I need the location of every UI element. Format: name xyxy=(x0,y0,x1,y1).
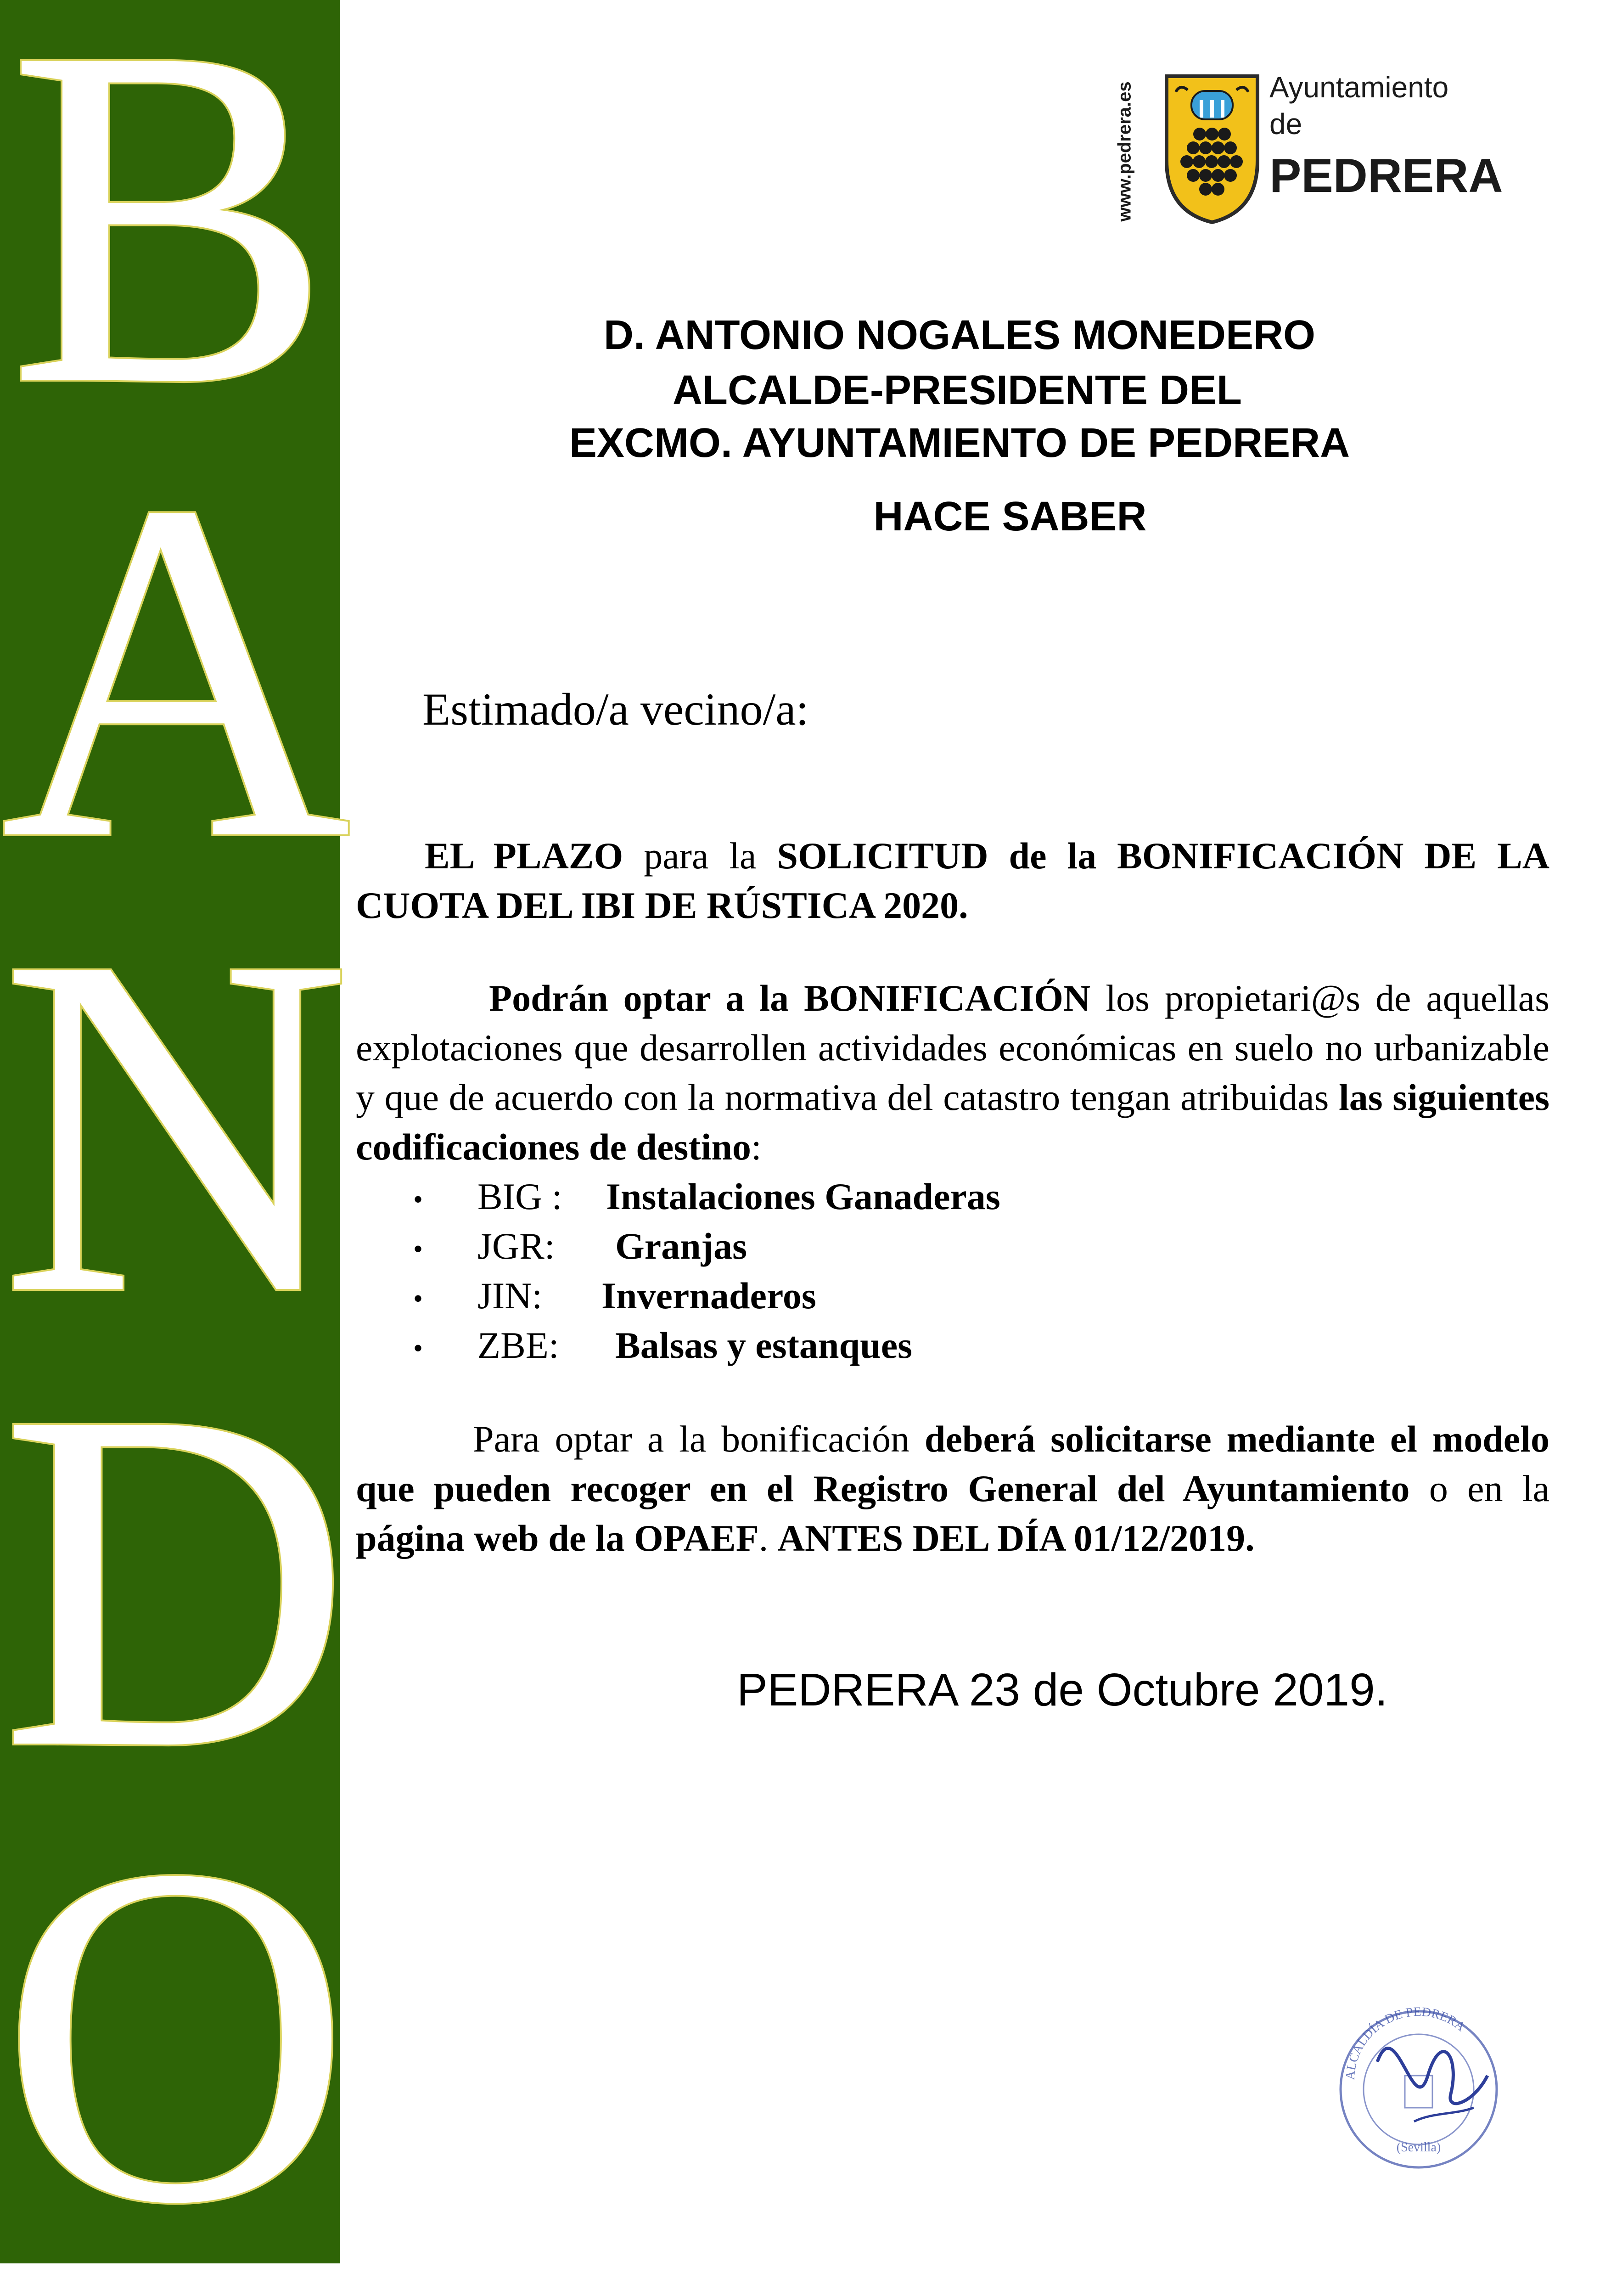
logo-line-1: Ayuntamiento xyxy=(1269,71,1449,104)
list-item-code: JGR: xyxy=(477,1225,555,1267)
p2-bold-2: las siguientes codificaciones de destino xyxy=(356,1076,1549,1168)
p2-bold-1: Podrán optar a la BONIFICACIÓN xyxy=(489,977,1091,1019)
banner-letter-o: O xyxy=(0,1765,352,2296)
list-item-desc: Balsas y estanques xyxy=(615,1324,913,1366)
greeting: Estimado/a vecino/a: xyxy=(422,684,809,735)
seal-bottom-text: (Sevilla) xyxy=(1396,2140,1441,2155)
official-seal-icon xyxy=(1322,1984,1515,2177)
bullet-icon: • xyxy=(413,1283,423,1314)
list-item-desc: Granjas xyxy=(615,1225,747,1267)
logo-url-text: www.pedrera.es xyxy=(1114,81,1135,222)
municipal-logo xyxy=(1111,64,1524,239)
bando-banner xyxy=(0,0,352,2296)
council-name: EXCMO. AYUNTAMIENTO DE PEDRERA xyxy=(569,420,1350,466)
logo-line-2: de xyxy=(1269,107,1302,141)
p3-text-3: . xyxy=(758,1517,778,1559)
p3-bold-1: deberá solicitarse mediante el modelo que pueden recoger en el Registro General del Ayuntamiento xyxy=(356,1418,1549,1509)
mayor-name: D. ANTONIO NOGALES MONEDERO xyxy=(603,312,1316,358)
logo-text xyxy=(1269,69,1503,206)
bullet-icon: • xyxy=(413,1184,423,1215)
list-item-desc: Instalaciones Ganaderas xyxy=(606,1176,1000,1217)
list-item-code: BIG : xyxy=(477,1176,562,1217)
p3-bold-3: ANTES DEL DÍA 01/12/2019. xyxy=(777,1517,1255,1559)
paragraph-deadline xyxy=(356,831,1549,930)
p3-text-1: Para optar a la bonificación xyxy=(473,1418,925,1460)
list-item-code: JIN: xyxy=(477,1275,543,1317)
seal-ring-text: ALCALDÍA DE PEDRERA xyxy=(1343,2004,1468,2081)
coat-of-arms-icon xyxy=(1164,73,1260,225)
bullet-icon: • xyxy=(413,1333,423,1363)
banner-letter-d: D xyxy=(0,1310,352,1849)
logo-line-3: PEDRERA xyxy=(1269,149,1503,203)
paragraph-instructions xyxy=(356,1414,1549,1563)
p3-text-2: o en la xyxy=(1409,1468,1549,1509)
list-item-desc: Invernaderos xyxy=(601,1275,816,1317)
banner-letter-a: A xyxy=(0,401,352,940)
p1-bold-1: EL PLAZO xyxy=(425,835,623,877)
p2-text-1: los propietari@s de aquellas explotaciones que desarrollen actividades económicas en suelo no urbanizable y que de acuerdo con la normativa del catastro tengan atribuidas xyxy=(356,977,1549,1118)
hace-saber: HACE SABER xyxy=(873,494,1147,540)
place-and-date: PEDRERA 23 de Octubre 2019. xyxy=(737,1664,1388,1716)
banner-letter-b: B xyxy=(7,0,332,485)
bullet-icon: • xyxy=(413,1234,423,1264)
mayor-title: ALCALDE-PRESIDENTE DEL xyxy=(672,367,1242,413)
list-item-code: ZBE: xyxy=(477,1324,559,1366)
banner-letter-n: N xyxy=(0,855,352,1395)
p1-bold-2: SOLICITUD de la BONIFICACIÓN DE LA CUOTA DEL IBI DE RÚSTICA 2020. xyxy=(356,835,1549,926)
paragraph-eligibility xyxy=(356,974,1549,1172)
p3-bold-2: página web de la OPAEF xyxy=(356,1517,759,1559)
logo-url xyxy=(1111,69,1139,234)
p1-text-1: para la xyxy=(623,835,777,877)
p2-text-2: : xyxy=(751,1126,762,1168)
